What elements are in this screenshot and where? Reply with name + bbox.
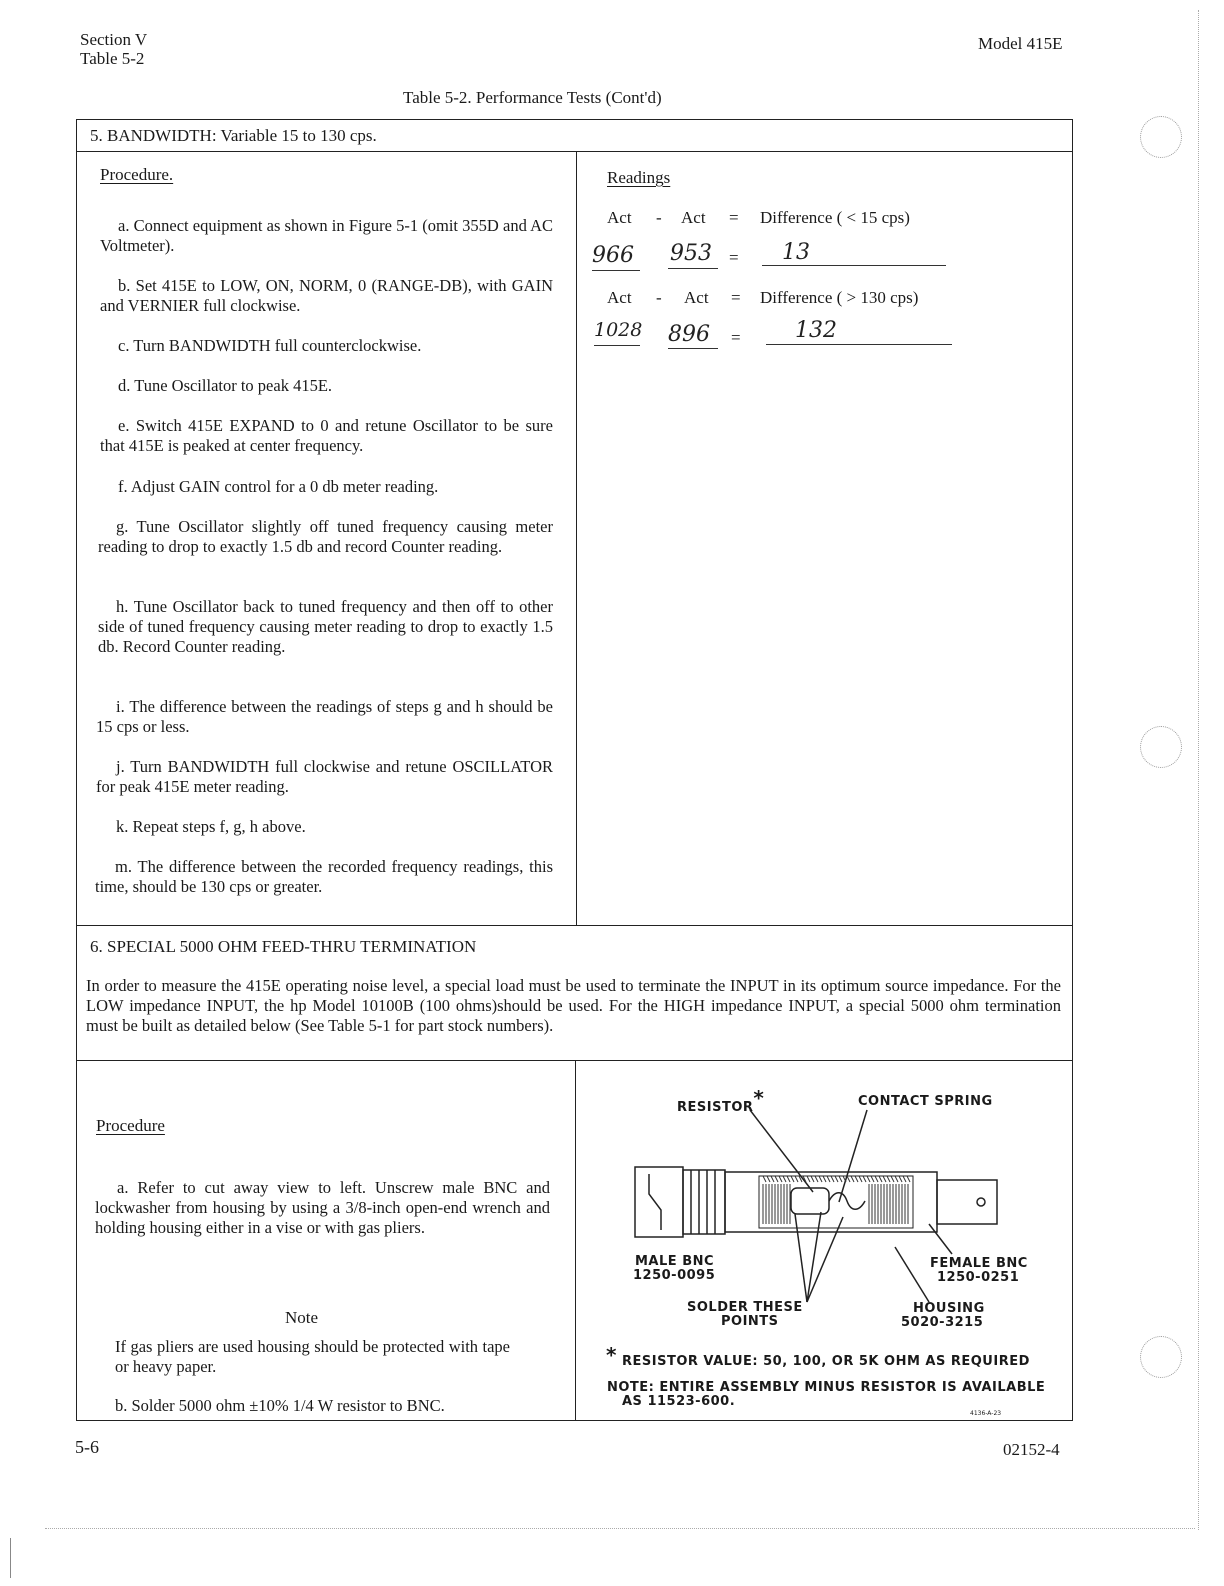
- thread-hatch: [847, 1176, 850, 1182]
- hand2-value-b: 896: [668, 322, 710, 347]
- thread-hatch: [783, 1176, 786, 1182]
- thread-hatch: [831, 1176, 834, 1182]
- procedure-label-2: Procedure: [96, 1116, 165, 1135]
- thread-hatch: [883, 1176, 886, 1182]
- male-bnc-shape: [635, 1167, 683, 1237]
- note-label: Note: [285, 1308, 319, 1327]
- solder-leader-3: [807, 1217, 843, 1302]
- thread-hatch: [839, 1176, 842, 1182]
- bandwidth-heading: 5. BANDWIDTH: Variable 15 to 130 cps.: [90, 126, 377, 145]
- page-edge-bottom: [45, 1528, 1195, 1529]
- step-b: b. Set 415E to LOW, ON, NORM, 0 (RANGE-DB), with GAIN and VERNIER full clockwise.: [100, 276, 554, 315]
- step-c: c. Turn BANDWIDTH full counterclockwise.: [118, 336, 422, 355]
- reading1-dash: -: [656, 208, 662, 227]
- thread-hatch: [871, 1176, 874, 1182]
- thread-hatch: [763, 1176, 766, 1182]
- thread-hatch: [811, 1176, 814, 1182]
- spring-leader: [839, 1110, 867, 1202]
- male-bnc-label: MALE BNC: [635, 1254, 715, 1269]
- section-label: Section V: [80, 30, 148, 49]
- step-k: k. Repeat steps f, g, h above.: [116, 817, 306, 836]
- thread-hatch: [907, 1176, 910, 1182]
- thread-hatch: [903, 1176, 906, 1182]
- termination-step-a: a. Refer to cut away view to left. Unscrew male BNC and lockwasher from housing by using a 3/8-inch open-end wrench and holding housing either in a vise or with gas pliers.: [95, 1178, 550, 1237]
- procedure-label: Procedure.: [100, 165, 174, 184]
- step-j: j. Turn BANDWIDTH full clockwise and retune OSCILLATOR for peak 415E meter reading.: [96, 757, 554, 796]
- thread-hatch: [791, 1176, 794, 1182]
- solder-label: SOLDER THESE: [687, 1300, 803, 1315]
- page-number: 5-6: [75, 1437, 99, 1457]
- thread-hatch: [895, 1176, 898, 1182]
- step-i: i. The difference between the readings of steps g and h should be 15 cps or less.: [96, 697, 553, 736]
- hand1-diff: 13: [782, 240, 810, 265]
- points-label: POINTS: [721, 1314, 779, 1329]
- thread-hatch: [887, 1176, 890, 1182]
- punch-hole-bottom: [1140, 1336, 1182, 1378]
- figure-code: 4136-A-23: [970, 1410, 1002, 1417]
- punch-hole-top: [1140, 116, 1182, 158]
- reading2-eq: =: [731, 288, 741, 307]
- table-title: Table 5-2. Performance Tests (Cont'd): [403, 88, 662, 107]
- model-label: Model 415E: [978, 34, 1063, 53]
- hand1-value-b: 953: [670, 241, 712, 266]
- hand2-diff: 132: [795, 318, 837, 343]
- female-bnc-part: 1250-0251: [937, 1270, 1020, 1285]
- housing-label: HOUSING: [913, 1301, 985, 1316]
- step-d: d. Tune Oscillator to peak 415E.: [118, 376, 333, 395]
- step-h: h. Tune Oscillator back to tuned frequency and then off to other side of tuned frequency causing meter reading to drop to exactly 1.5 db. Record Counter reading.: [98, 597, 553, 656]
- termination-paragraph: In order to measure the 415E operating noise level, a special load must be used to terminate the INPUT in its optimum source impedance. For the LOW impedance INPUT, the hp Model 10100B (100 ohms)should be used. For the HIGH impedance INPUT, a special 5000 ohm termination must be built as detailed below (See Table 5-1 for part stock numbers).: [86, 976, 1061, 1035]
- step-e: e. Switch 415E EXPAND to 0 and retune Oscillator to be sure that 415E is peaked at center frequency.: [100, 416, 553, 455]
- male-bnc-part: 1250-0095: [633, 1268, 716, 1283]
- thread-hatch: [899, 1176, 902, 1182]
- reading1-eq: =: [729, 208, 739, 227]
- reading2-diff-label: Difference ( > 130 cps): [760, 288, 919, 307]
- solder-leader-2: [807, 1212, 821, 1302]
- reading1-act-b: Act: [681, 208, 706, 227]
- thread-hatch: [771, 1176, 774, 1182]
- contact-spring-label: CONTACT SPRING: [858, 1094, 993, 1109]
- thread-hatch: [767, 1176, 770, 1182]
- step-f: f. Adjust GAIN control for a 0 db meter reading.: [118, 477, 439, 496]
- thread-hatch: [779, 1176, 782, 1182]
- thread-hatch: [827, 1176, 830, 1182]
- hand2-value-a: 1028: [594, 319, 643, 341]
- resistor-asterisk: *: [753, 1086, 765, 1110]
- female-bnc-label: FEMALE BNC: [930, 1256, 1028, 1271]
- reading2-act-b: Act: [684, 288, 709, 307]
- reading2-act-a: Act: [607, 288, 632, 307]
- page-edge-left: [10, 1538, 11, 1578]
- thread-hatch: [819, 1176, 822, 1182]
- reading1-act-a: Act: [607, 208, 632, 227]
- termination-heading: 6. SPECIAL 5000 OHM FEED-THRU TERMINATION: [90, 937, 477, 956]
- assembly-note-line2: AS 11523-600.: [622, 1394, 736, 1409]
- coupling-nut: [683, 1170, 725, 1234]
- thread-hatch: [835, 1176, 838, 1182]
- hand1-value-a: 966: [592, 243, 634, 268]
- thread-hatch: [867, 1176, 870, 1182]
- step-a: a. Connect equipment as shown in Figure 5-1 (omit 355D and AC Voltmeter).: [100, 216, 554, 255]
- thread-hatch: [795, 1176, 798, 1182]
- thread-hatch: [863, 1176, 866, 1182]
- termination-step-b: b. Solder 5000 ohm ±10% 1/4 W resistor to BNC.: [115, 1396, 445, 1415]
- resistor-value-label: RESISTOR VALUE: 50, 100, OR 5K OHM AS REQUIRED: [622, 1354, 1030, 1369]
- assembly-note-line1: NOTE: ENTIRE ASSEMBLY MINUS RESISTOR IS AVAILABLE: [607, 1380, 1046, 1395]
- reading2-dash: -: [656, 288, 662, 307]
- note-text: If gas pliers are used housing should be protected with tape or heavy paper.: [115, 1337, 510, 1376]
- housing-part: 5020-3215: [901, 1315, 984, 1330]
- thread-hatch: [855, 1176, 858, 1182]
- thread-hatch: [859, 1176, 862, 1182]
- hand1-eq: =: [729, 248, 739, 267]
- thread-hatch: [807, 1176, 810, 1182]
- thread-hatch: [851, 1176, 854, 1182]
- thread-hatch: [787, 1176, 790, 1182]
- housing-leader: [895, 1247, 929, 1302]
- step-g: g. Tune Oscillator slightly off tuned frequency causing meter reading to drop to exactly 1.5 db and record Counter reading.: [98, 517, 553, 556]
- solder-leader-1: [795, 1214, 807, 1302]
- table-ref-label: Table 5-2: [80, 49, 145, 68]
- readings-label: Readings: [607, 168, 671, 187]
- thread-hatch: [891, 1176, 894, 1182]
- reading1-diff-label: Difference ( < 15 cps): [760, 208, 910, 227]
- thread-hatch: [875, 1176, 878, 1182]
- female-leader: [929, 1224, 952, 1254]
- thread-hatch: [815, 1176, 818, 1182]
- thread-hatch: [775, 1176, 778, 1182]
- punch-hole-middle: [1140, 726, 1182, 768]
- resistor-value-asterisk: *: [606, 1343, 617, 1367]
- thread-hatch: [879, 1176, 882, 1182]
- doc-number: 02152-4: [1003, 1440, 1060, 1459]
- female-bnc-shape: [937, 1180, 997, 1224]
- resistor-shape: [791, 1188, 829, 1214]
- page-edge-right: [1198, 10, 1199, 1530]
- hand2-eq: =: [731, 328, 741, 347]
- step-m: m. The difference between the recorded frequency readings, this time, should be 130 cps or greater.: [95, 857, 553, 896]
- thread-hatch: [823, 1176, 826, 1182]
- resistor-label: RESISTOR: [677, 1100, 754, 1115]
